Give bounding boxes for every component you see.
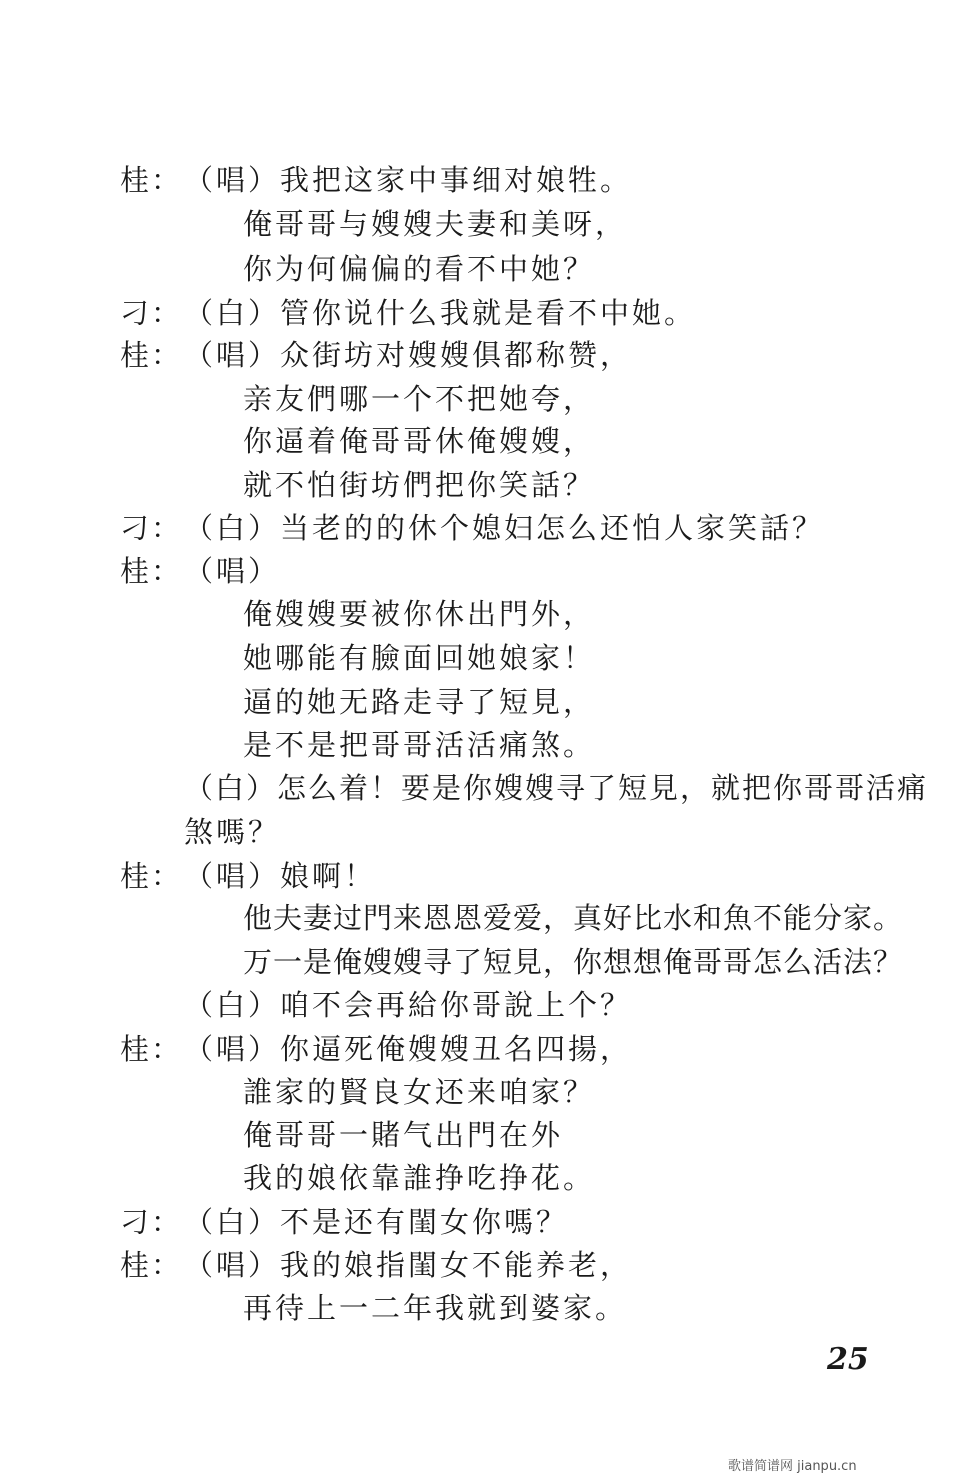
dialogue-line: （唱）娘啊！ — [184, 859, 377, 893]
dialogue-line: 你逼着俺哥哥休俺嫂嫂， — [243, 424, 596, 458]
page-number: 25 — [827, 1342, 869, 1377]
site-watermark: 歌谱简谱网 jianpu.cn — [728, 1459, 857, 1474]
dialogue-line: 誰家的賢良女还来咱家？ — [243, 1075, 596, 1109]
dialogue-line: （唱） — [184, 554, 281, 588]
dialogue-line: （唱）众街坊对嫂嫂俱都称赞， — [184, 338, 633, 372]
speaker-label: 桂： — [120, 554, 183, 588]
speaker-label: 刁： — [120, 511, 183, 545]
dialogue-line: （唱）我的娘指閨女不能养老， — [184, 1248, 633, 1282]
dialogue-line: 逼的她无路走寻了短見， — [243, 685, 596, 719]
speaker-label: 桂： — [120, 859, 183, 893]
dialogue-line: 俺哥哥与嫂嫂夫妻和美呀， — [243, 207, 628, 241]
dialogue-line: （白）怎么着！要是你嫂嫂寻了短見，就把你哥哥活痛 — [184, 771, 929, 805]
speaker-label: 桂： — [120, 338, 183, 372]
dialogue-line: （白）当老的的休个媳妇怎么还怕人家笑話？ — [184, 511, 825, 545]
dialogue-line: （白）咱不会再給你哥說上个？ — [184, 988, 633, 1022]
dialogue-line: 煞嗎？ — [184, 815, 281, 849]
dialogue-line: （唱）你逼死俺嫂嫂丑名四揚， — [184, 1032, 633, 1066]
dialogue-line: 俺嫂嫂要被你休出門外， — [243, 597, 596, 631]
dialogue-line: 就不怕街坊們把你笑話？ — [243, 468, 596, 502]
dialogue-line: 再待上一二年我就到婆家。 — [243, 1291, 628, 1325]
dialogue-line: 他夫妻过門来恩恩爱爱，真好比水和魚不能分家。 — [243, 901, 904, 935]
dialogue-line: 万一是俺嫂嫂寻了短見，你想想俺哥哥怎么活法？ — [243, 945, 904, 979]
dialogue-line: 你为何偏偏的看不中她？ — [243, 252, 596, 286]
speaker-label: 桂： — [120, 163, 183, 197]
dialogue-line: （唱）我把这家中事细对娘牲。 — [184, 163, 633, 197]
dialogue-line: 俺哥哥一賭气出門在外 — [243, 1118, 564, 1152]
dialogue-line: （白）管你说什么我就是看不中她。 — [184, 296, 697, 330]
dialogue-line: 我的娘依靠誰挣吃挣花。 — [243, 1161, 596, 1195]
speaker-label: 桂： — [120, 1032, 183, 1066]
dialogue-line: 亲友們哪一个不把她夸， — [243, 382, 596, 416]
speaker-label: 桂： — [120, 1248, 183, 1282]
dialogue-line: 她哪能有臉面回她娘家！ — [243, 641, 596, 675]
dialogue-line: 是不是把哥哥活活痛煞。 — [243, 728, 596, 762]
speaker-label: 刁： — [120, 296, 183, 330]
speaker-label: 刁： — [120, 1205, 183, 1239]
dialogue-line: （白）不是还有閨女你嗎？ — [184, 1205, 569, 1239]
